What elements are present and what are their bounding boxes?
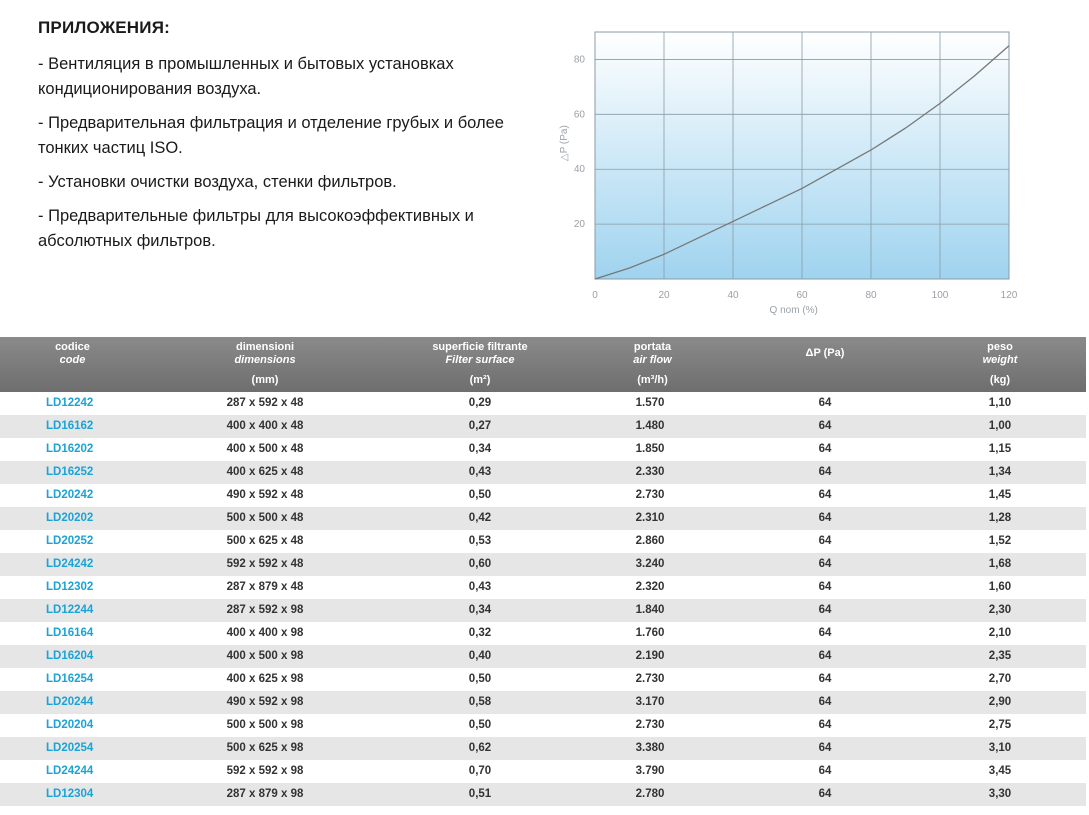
weight-value: 3,10 xyxy=(988,742,1012,754)
weight-value: 1,28 xyxy=(988,512,1012,524)
filter-surface-value: 0,43 xyxy=(468,466,492,478)
pressure-drop-value: 64 xyxy=(818,696,832,708)
x-tick-label: 0 xyxy=(592,290,598,301)
air-flow-value: 2.190 xyxy=(635,650,665,662)
weight-value: 2,90 xyxy=(988,696,1012,708)
application-item-4: - Предварительные фильтры для высокоэффективных и абсолютных фильтров. xyxy=(38,207,474,250)
dimensions-value: 400 x 400 x 48 xyxy=(226,420,304,432)
table-row xyxy=(0,645,1086,668)
table-row xyxy=(0,461,1086,484)
dimensions-value: 500 x 625 x 98 xyxy=(226,742,304,754)
product-code: LD16164 xyxy=(46,627,94,639)
table-row xyxy=(0,392,1086,415)
x-tick-label: 40 xyxy=(727,290,739,301)
air-flow-value: 2.730 xyxy=(635,719,665,731)
filter-surface-value: 0,62 xyxy=(468,742,492,754)
y-tick-label: 80 xyxy=(573,54,585,66)
applications-title: ПРИЛОЖЕНИЯ: xyxy=(38,18,170,37)
pressure-drop-value: 64 xyxy=(818,443,832,455)
table-row xyxy=(0,415,1086,438)
header-dimensions xyxy=(200,341,330,386)
product-code: LD16204 xyxy=(46,650,94,662)
air-flow-value: 2.780 xyxy=(635,788,665,800)
table-row xyxy=(0,691,1086,714)
air-flow-value: 2.730 xyxy=(635,489,665,501)
header-filter-surface-label-en: Filter surface xyxy=(445,354,515,366)
product-code: LD20254 xyxy=(46,742,94,754)
x-tick-label: 120 xyxy=(1000,290,1018,301)
y-tick-label: 40 xyxy=(573,164,585,176)
product-code: LD20204 xyxy=(46,719,94,731)
pressure-drop-value: 64 xyxy=(818,788,832,800)
table-row xyxy=(0,622,1086,645)
header-code-label: codice xyxy=(55,341,90,353)
dimensions-value: 400 x 625 x 98 xyxy=(226,673,304,685)
filter-surface-value: 0,29 xyxy=(468,397,492,409)
header-pressure-drop xyxy=(775,347,875,360)
air-flow-value: 2.310 xyxy=(635,512,665,524)
header-code xyxy=(30,341,115,367)
pressure-drop-chart xyxy=(555,18,1035,318)
y-tick-label: 20 xyxy=(573,219,585,231)
header-air-flow xyxy=(600,341,705,386)
table-row xyxy=(0,530,1086,553)
header-air-flow-label: portata xyxy=(633,341,672,353)
product-code: LD20244 xyxy=(46,696,94,708)
filter-surface-value: 0,32 xyxy=(468,627,492,639)
application-item-2: - Предварительная фильтрация и отделение грубых и более тонких частиц ISO. xyxy=(38,114,504,157)
dimensions-value: 287 x 592 x 98 xyxy=(226,604,304,616)
dimensions-value: 500 x 500 x 48 xyxy=(226,512,304,524)
filter-surface-value: 0,53 xyxy=(468,535,492,547)
chart-svg xyxy=(555,18,1035,318)
weight-value: 1,45 xyxy=(988,489,1012,501)
filter-surface-value: 0,42 xyxy=(468,512,492,524)
header-weight-label: peso xyxy=(987,341,1013,353)
table-row xyxy=(0,438,1086,461)
filter-surface-value: 0,50 xyxy=(468,489,492,501)
filter-surface-value: 0,50 xyxy=(468,719,492,731)
weight-value: 3,30 xyxy=(988,788,1012,800)
pressure-drop-value: 64 xyxy=(818,719,832,731)
dimensions-value: 287 x 879 x 98 xyxy=(226,788,304,800)
pressure-drop-value: 64 xyxy=(818,558,832,570)
weight-value: 1,68 xyxy=(988,558,1012,570)
filter-surface-value: 0,51 xyxy=(468,788,492,800)
x-axis-label: Q nom (%) xyxy=(769,305,818,316)
filter-surface-value: 0,40 xyxy=(468,650,492,662)
pressure-drop-value: 64 xyxy=(818,420,832,432)
table-row xyxy=(0,668,1086,691)
dimensions-value: 592 x 592 x 98 xyxy=(226,765,304,777)
product-table xyxy=(0,337,1086,806)
y-axis-label: △P (Pa) xyxy=(559,125,570,162)
pressure-drop-value: 64 xyxy=(818,466,832,478)
air-flow-value: 2.860 xyxy=(635,535,665,547)
pressure-drop-value: 64 xyxy=(818,512,832,524)
filter-surface-value: 0,60 xyxy=(468,558,492,570)
weight-value: 2,70 xyxy=(988,673,1012,685)
product-code: LD12242 xyxy=(46,397,94,409)
table-row xyxy=(0,553,1086,576)
pressure-drop-value: 64 xyxy=(818,581,832,593)
pressure-drop-value: 64 xyxy=(818,673,832,685)
filter-surface-value: 0,34 xyxy=(468,443,492,455)
applications-section xyxy=(38,18,518,263)
table-row xyxy=(0,576,1086,599)
x-tick-label: 20 xyxy=(658,290,670,301)
header-air-flow-unit: (m³/h) xyxy=(637,374,668,386)
header-dimensions-label-en: dimensions xyxy=(234,354,296,366)
header-filter-surface-label: superficie filtrante xyxy=(432,341,528,353)
header-dimensions-label: dimensioni xyxy=(235,341,295,353)
weight-value: 1,00 xyxy=(988,420,1012,432)
x-tick-label: 100 xyxy=(931,290,949,301)
header-code-label-en: code xyxy=(59,354,86,366)
dimensions-value: 287 x 592 x 48 xyxy=(226,397,304,409)
application-item-3: - Установки очистки воздуха, стенки фильтров. xyxy=(38,173,397,191)
weight-value: 3,45 xyxy=(988,765,1012,777)
filter-surface-value: 0,70 xyxy=(468,765,492,777)
weight-value: 2,10 xyxy=(988,627,1012,639)
dimensions-value: 592 x 592 x 48 xyxy=(226,558,304,570)
weight-value: 2,30 xyxy=(988,604,1012,616)
y-tick-label: 60 xyxy=(573,109,585,121)
table-row xyxy=(0,507,1086,530)
filter-surface-value: 0,34 xyxy=(468,604,492,616)
air-flow-value: 2.320 xyxy=(635,581,665,593)
table-row xyxy=(0,599,1086,622)
product-code: LD16162 xyxy=(46,420,94,432)
dimensions-value: 500 x 625 x 48 xyxy=(226,535,304,547)
table-row xyxy=(0,737,1086,760)
weight-value: 1,34 xyxy=(988,466,1012,478)
x-tick-label: 60 xyxy=(796,290,808,301)
header-filter-surface-unit: (m²) xyxy=(469,374,491,386)
dimensions-value: 400 x 400 x 98 xyxy=(226,627,304,639)
filter-surface-value: 0,50 xyxy=(468,673,492,685)
header-weight-label-en: weight xyxy=(982,354,1018,366)
product-code: LD16252 xyxy=(46,466,94,478)
table-row xyxy=(0,714,1086,737)
filter-surface-value: 0,58 xyxy=(468,696,492,708)
product-code: LD16254 xyxy=(46,673,94,685)
table-body xyxy=(0,392,1086,806)
pressure-drop-value: 64 xyxy=(818,650,832,662)
dimensions-value: 400 x 500 x 98 xyxy=(226,650,304,662)
product-code: LD16202 xyxy=(46,443,94,455)
air-flow-value: 2.730 xyxy=(635,673,665,685)
header-dimensions-unit: (mm) xyxy=(251,374,279,386)
x-tick-label: 80 xyxy=(865,290,877,301)
air-flow-value: 3.170 xyxy=(635,696,665,708)
pressure-drop-value: 64 xyxy=(818,397,832,409)
pressure-drop-value: 64 xyxy=(818,627,832,639)
weight-value: 2,75 xyxy=(988,719,1012,731)
air-flow-value: 3.240 xyxy=(635,558,665,570)
table-row xyxy=(0,484,1086,507)
weight-value: 2,35 xyxy=(988,650,1012,662)
dimensions-value: 500 x 500 x 98 xyxy=(226,719,304,731)
header-air-flow-label-en: air flow xyxy=(633,354,672,366)
dimensions-value: 400 x 625 x 48 xyxy=(226,466,304,478)
dimensions-value: 287 x 879 x 48 xyxy=(226,581,304,593)
product-code: LD20202 xyxy=(46,512,94,524)
air-flow-value: 1.480 xyxy=(635,420,665,432)
pressure-drop-value: 64 xyxy=(818,765,832,777)
air-flow-value: 3.790 xyxy=(635,765,665,777)
weight-value: 1,10 xyxy=(988,397,1012,409)
weight-value: 1,15 xyxy=(988,443,1012,455)
header-weight xyxy=(950,341,1050,386)
filter-surface-value: 0,27 xyxy=(468,420,492,432)
dimensions-value: 490 x 592 x 98 xyxy=(226,696,304,708)
pressure-drop-value: 64 xyxy=(818,742,832,754)
product-code: LD24242 xyxy=(46,558,94,570)
application-item-1: - Вентиляция в промышленных и бытовых установках кондиционирования воздуха. xyxy=(38,55,454,98)
product-code: LD24244 xyxy=(46,765,94,777)
product-code: LD12304 xyxy=(46,788,94,800)
product-code: LD12244 xyxy=(46,604,94,616)
dimensions-value: 490 x 592 x 48 xyxy=(226,489,304,501)
air-flow-value: 1.840 xyxy=(635,604,665,616)
header-weight-unit: (kg) xyxy=(989,374,1011,386)
air-flow-value: 1.570 xyxy=(635,397,665,409)
table-row xyxy=(0,783,1086,806)
header-filter-surface xyxy=(410,341,550,386)
air-flow-value: 1.760 xyxy=(635,627,665,639)
air-flow-value: 1.850 xyxy=(635,443,665,455)
weight-value: 1,52 xyxy=(988,535,1012,547)
weight-value: 1,60 xyxy=(988,581,1012,593)
pressure-drop-value: 64 xyxy=(818,535,832,547)
product-code: LD12302 xyxy=(46,581,94,593)
header-pressure-drop-label: ΔP (Pa) xyxy=(805,347,845,359)
filter-surface-value: 0,43 xyxy=(468,581,492,593)
air-flow-value: 2.330 xyxy=(635,466,665,478)
table-header xyxy=(0,337,1086,392)
table-row xyxy=(0,760,1086,783)
product-code: LD20252 xyxy=(46,535,94,547)
air-flow-value: 3.380 xyxy=(635,742,665,754)
pressure-drop-value: 64 xyxy=(818,489,832,501)
product-code: LD20242 xyxy=(46,489,94,501)
dimensions-value: 400 x 500 x 48 xyxy=(226,443,304,455)
pressure-drop-value: 64 xyxy=(818,604,832,616)
